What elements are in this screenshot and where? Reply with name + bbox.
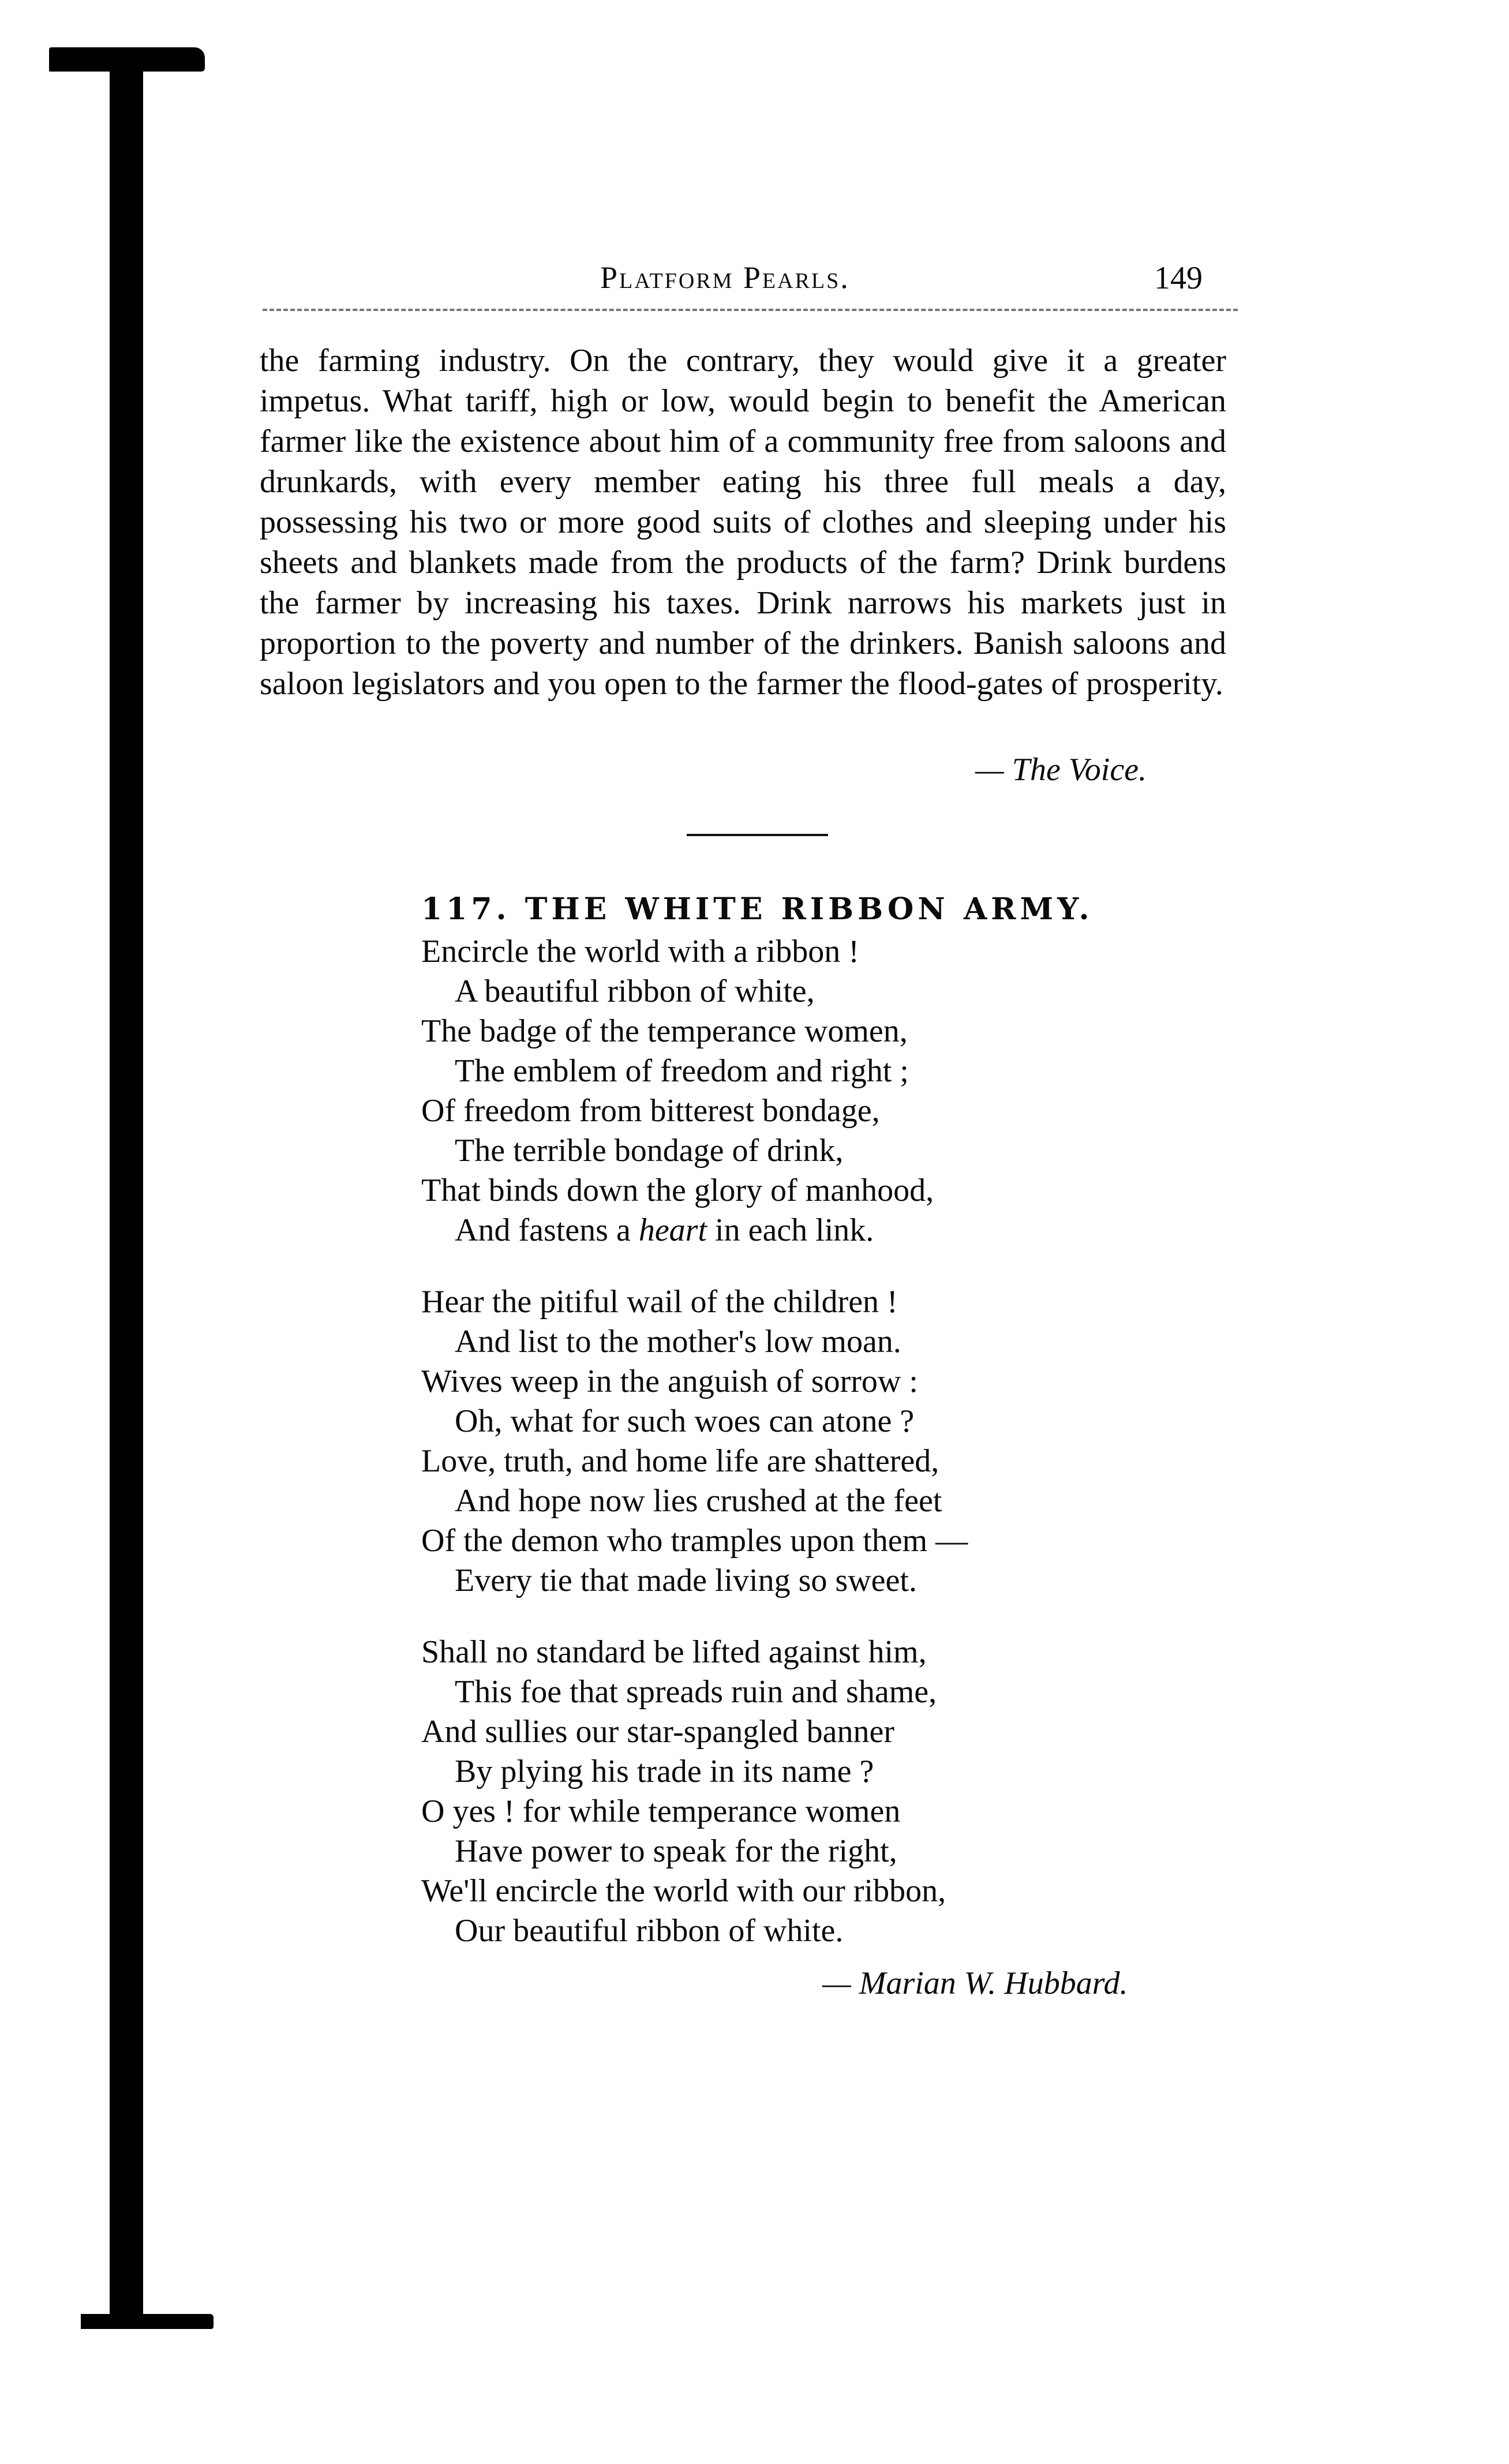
poem-line: O yes ! for while temperance women xyxy=(421,1793,901,1829)
poem-line: And list to the mother's low moan. xyxy=(455,1324,901,1360)
poem-line: Encircle the world with a ribbon ! xyxy=(421,934,859,969)
page-number: 149 xyxy=(1154,260,1203,296)
poem-line: This foe that spreads ruin and shame, xyxy=(455,1674,937,1710)
prose-paragraph xyxy=(260,340,1226,704)
poem-line: The terrible bondage of drink, xyxy=(455,1133,844,1169)
poem-line: We'll encircle the world with our ribbon, xyxy=(421,1873,946,1909)
prose-text: the farming industry. On the contrary, they would give it a greater impetus. What tariff, high or low, would begin to benefit the American farmer like the existence about him of a community free from saloons and drunkards, with every member eating his three full meals a day, possessing his two or more good suits of clothes and sleeping under his sheets and blankets made from the products of the farm? Drink burdens the farmer by increasing his taxes. Drink narrows his markets just in proportion to the poverty and number of the drinkers. Banish saloons and saloon legislators and you open to the farmer the flood-gates of prosperity. xyxy=(260,343,1226,702)
prose-source: — The Voice. xyxy=(975,752,1147,788)
poem-line: Wives weep in the anguish of sorrow : xyxy=(421,1364,918,1399)
poem-line: Hear the pitiful wail of the children ! xyxy=(421,1284,898,1320)
poem-line: And hope now lies crushed at the feet xyxy=(455,1483,942,1519)
poem-line: And sullies our star-spangled banner xyxy=(421,1714,895,1750)
poem-line: Oh, what for such woes can atone ? xyxy=(455,1403,915,1439)
poem-line: Of the demon who tramples upon them — xyxy=(421,1523,968,1559)
poem-line: Love, truth, and home life are shattered, xyxy=(421,1443,939,1479)
poem-line: A beautiful ribbon of white, xyxy=(455,973,815,1009)
binding-edge xyxy=(110,63,143,2323)
poem-attribution: — Marian W. Hubbard. xyxy=(822,1965,1128,2001)
poem-stanza xyxy=(421,1632,1287,1951)
poem-line: By plying his trade in its name ? xyxy=(455,1754,874,1789)
poem-stanza xyxy=(421,932,1287,1250)
header-rule xyxy=(263,309,1238,311)
poem-line xyxy=(421,1211,1287,1250)
poem-line: Have power to speak for the right, xyxy=(455,1833,897,1869)
poem-line: Shall no standard be lifted against him, xyxy=(421,1634,927,1670)
section-divider xyxy=(687,834,828,836)
poem-line-part: in each link. xyxy=(707,1212,874,1248)
poem-line: Of freedom from bitterest bondage, xyxy=(421,1093,880,1129)
poem-emphasis: heart xyxy=(638,1212,707,1248)
poem-line-part: And fastens a xyxy=(455,1212,639,1248)
poem-title: 117. THE WHITE RIBBON ARMY. xyxy=(421,892,1094,927)
poem-line: The emblem of freedom and right ; xyxy=(455,1053,909,1089)
poem-line: The badge of the temperance women, xyxy=(421,1013,908,1049)
poem-body xyxy=(421,932,1287,1983)
poem-line: Every tie that made living so sweet. xyxy=(455,1563,917,1598)
binding-edge-bottom xyxy=(81,2314,214,2329)
poem-line: That binds down the glory of manhood, xyxy=(421,1173,934,1208)
poem-stanza xyxy=(421,1282,1287,1601)
poem-line: Our beautiful ribbon of white. xyxy=(455,1913,844,1949)
running-head-title: Platform Pearls. xyxy=(600,260,850,295)
